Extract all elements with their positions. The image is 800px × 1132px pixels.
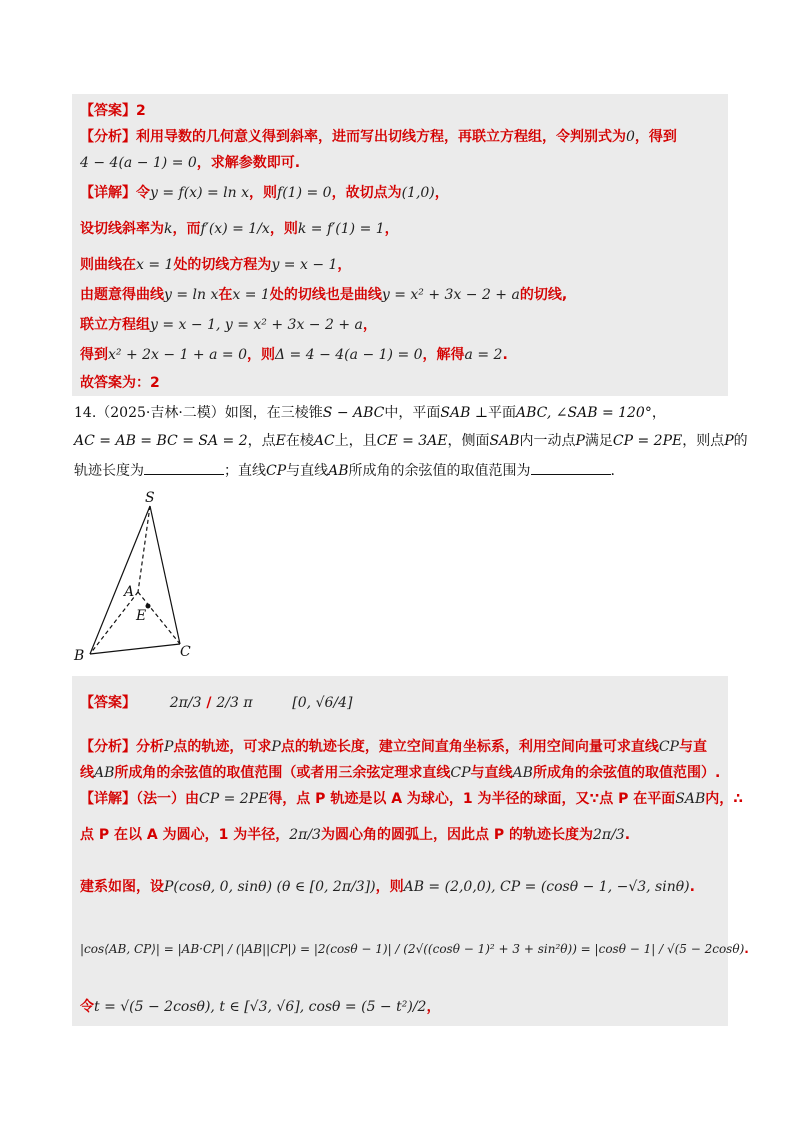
math: |cos⟨AB, CP⟩| = |AB·CP| / (|AB||CP|) = |2(cosθ − 1)| / (2√((cosθ − 1)² + 3 + sin²θ)) = |cosθ − 1| / √(5 − 2cosθ) [80,942,745,956]
math: CE = 3AE [376,433,448,449]
math: AB = (2,0,0), CP = (cosθ − 1, −√3, sinθ) [403,879,690,895]
math: CP = 2PE [199,791,269,807]
text: 线 [80,765,94,781]
text: 与直线 [470,765,513,781]
text: 与直 [678,739,707,755]
text: ，求解参数即可. [196,155,301,171]
question-number: 14. [74,405,97,421]
math: SAB ⊥ [440,405,488,421]
text: 由题意得曲线 [80,287,164,303]
math: CP [658,739,679,755]
detail-line-1 [80,788,743,810]
text: 为圆心角的圆弧上，因此点 P 的轨迹长度为 [320,827,593,843]
text: 所成角的余弦值的取值范围）. [532,765,721,781]
edge-AB [90,592,138,654]
text: 处的切线也是曲线 [269,287,382,303]
text: ，解得 [422,347,465,363]
text: 令 [136,185,150,201]
separator: / [206,695,212,711]
text: ， [426,999,441,1015]
label-C: C [180,644,191,660]
question-line-2 [74,430,748,452]
answer-1: 2π/3 [169,695,202,711]
point-E [146,604,151,609]
text: ，则 [269,221,298,237]
math: SAB [675,791,706,807]
math: S − ABC [322,405,385,421]
math: AB [512,765,533,781]
math: x = 1 [136,257,174,273]
text: 轨迹长度为 [74,463,144,479]
math: Δ = 4 − 4(a − 1) = 0 [275,347,423,363]
text: . [502,347,508,363]
math: y = x − 1 [271,257,338,273]
math: t = √(5 − 2cosθ), t ∈ [√3, √6], cosθ = (5 − t²)/2 [94,999,427,1015]
math: y = ln x [164,287,219,303]
text: 设切线斜率为 [80,221,164,237]
text: ，则 [249,185,278,201]
detail-line-5 [80,996,440,1018]
question-line-1 [74,402,734,424]
final-text: 故答案为：2 [80,375,160,391]
text: 处的切线方程为 [173,257,272,273]
detail-label: 【详解】 [80,185,136,201]
math: CP [450,765,471,781]
answer-blank-1[interactable] [144,460,224,475]
answer-label: 【答案】 [80,695,136,711]
text: ，而 [172,221,201,237]
detail-line-2 [80,824,630,846]
text: ，则点 [682,433,725,449]
analysis-text: 利用导数的几何意义得到斜率，进而写出切线方程，再联立方程组，令判别式为 [136,129,626,145]
edge-BC [90,644,180,654]
analysis-label: 【分析】 [80,739,136,755]
math: y = x² + 3x − 2 + a [381,287,520,303]
label-A: A [124,584,135,600]
math: P [164,739,174,755]
math: AB [94,765,115,781]
text: . [689,879,695,895]
text: 内，∴ [705,791,744,807]
math: AB [328,463,349,479]
text: 点的轨迹，可求 [173,739,272,755]
math: k [164,221,173,237]
math: y = f(x) = ln x [150,185,250,201]
detail-line-2 [80,218,399,240]
math: ABC, ∠SAB = 120° [516,405,652,421]
math: 2π/3 [592,827,625,843]
text: 建系如图，设 [80,879,164,895]
text: ，则 [375,879,404,895]
math: SAB [489,433,520,449]
math: a = 2 [464,347,503,363]
text: 则曲线在 [80,257,136,273]
math: f(1) = 0 [277,185,332,201]
analysis-line-2 [80,762,720,784]
text: ， [337,257,352,273]
detail-line-1 [80,182,449,204]
answer-value: 2 [136,103,146,119]
text: ， [384,221,399,237]
text: 平面 [488,405,516,421]
math: x² + 2x − 1 + a = 0 [108,347,247,363]
text: （法一）由 [136,791,199,807]
text: 分析 [136,739,164,755]
math: k = f′(1) = 1 [297,221,385,237]
math: CP = 2PE [612,433,683,449]
question-line-3 [74,460,734,482]
answer-label: 【答案】 [80,103,136,119]
answer-2: 2/3 π [216,695,253,711]
text: 中，平面 [384,405,441,421]
final-answer [80,372,160,394]
text: ， [651,405,666,421]
analysis-line-2 [80,152,300,174]
text: 得到 [80,347,108,363]
text: 在棱 [285,433,314,449]
text: 点 P 在以 A 为圆心，1 为半径， [80,827,290,843]
text: ，故切点为 [331,185,402,201]
analysis-line [80,126,677,148]
math: AC = AB = BC = SA = 2 [74,433,248,449]
math: (1,0) [401,185,435,201]
analysis-label: 【分析】 [80,129,136,145]
text: 与直线 [286,463,329,479]
math: x = 1 [232,287,270,303]
math: P [271,739,281,755]
math: CP [266,463,287,479]
math: f′(x) = 1/x [200,221,270,237]
answer-box-14 [72,676,749,1026]
text: ，点 [247,433,276,449]
math: P [575,433,585,449]
text: . [610,463,615,479]
text: ，得到 [634,129,677,145]
answer-line [80,692,352,714]
math: P [724,433,734,449]
math: y = x − 1, y = x² + 3x − 2 + a [150,317,363,333]
pyramid-figure [70,488,210,668]
text: ， [362,317,377,333]
question-source: （2025·吉林·二模）如图，在三棱锥 [96,405,323,421]
text: ；直线 [224,463,266,479]
text: 令 [80,999,94,1015]
detail-line-6 [80,344,508,366]
text: 的 [733,433,748,449]
edge-SB [90,506,150,654]
detail-line-5 [80,314,377,336]
answer-box-13 [72,94,728,396]
detail-line-3 [80,876,695,898]
text: ， [434,185,449,201]
label-S: S [145,490,155,506]
text: 的切线, [519,287,568,303]
detail-line-4 [80,284,567,306]
label-E: E [136,608,147,624]
answer-blank-2[interactable] [531,460,611,475]
detail-line-3 [80,254,351,276]
text: 内一动点 [519,433,576,449]
math: 0 [626,129,635,145]
edge-SA [138,506,150,592]
answer-3: [0, √6/4] [292,695,353,711]
text: 所成角的余弦值的取值范围为 [348,463,531,479]
text: 点的轨迹长度，建立空间直角坐标系，利用空间向量可求直线 [280,739,659,755]
label-B: B [74,648,85,664]
math: E [275,433,286,449]
text: ，侧面 [447,433,490,449]
analysis-line-1 [80,736,707,758]
text: 上，且 [334,433,377,449]
text: 得，点 P 轨迹是以 A 为球心，1 为半径的球面，又∵点 P 在平面 [268,791,676,807]
math: AC [313,433,335,449]
text: . [744,942,749,956]
text: 联立方程组 [80,317,150,333]
answer-line [80,100,146,122]
math: P(cosθ, 0, sinθ) (θ ∈ [0, 2π/3]) [164,879,376,895]
text: 在 [218,287,233,303]
math: 4 − 4(a − 1) = 0 [80,155,197,171]
text: 满足 [584,433,613,449]
detail-label: 【详解】 [80,791,136,807]
math: 2π/3 [289,827,321,843]
text: ，则 [247,347,275,363]
detail-line-4 [80,938,749,960]
text: . [624,827,631,843]
text: 所成角的余弦值的取值范围（或者用三余弦定理求直线 [114,765,451,781]
edge-SC [150,506,180,644]
